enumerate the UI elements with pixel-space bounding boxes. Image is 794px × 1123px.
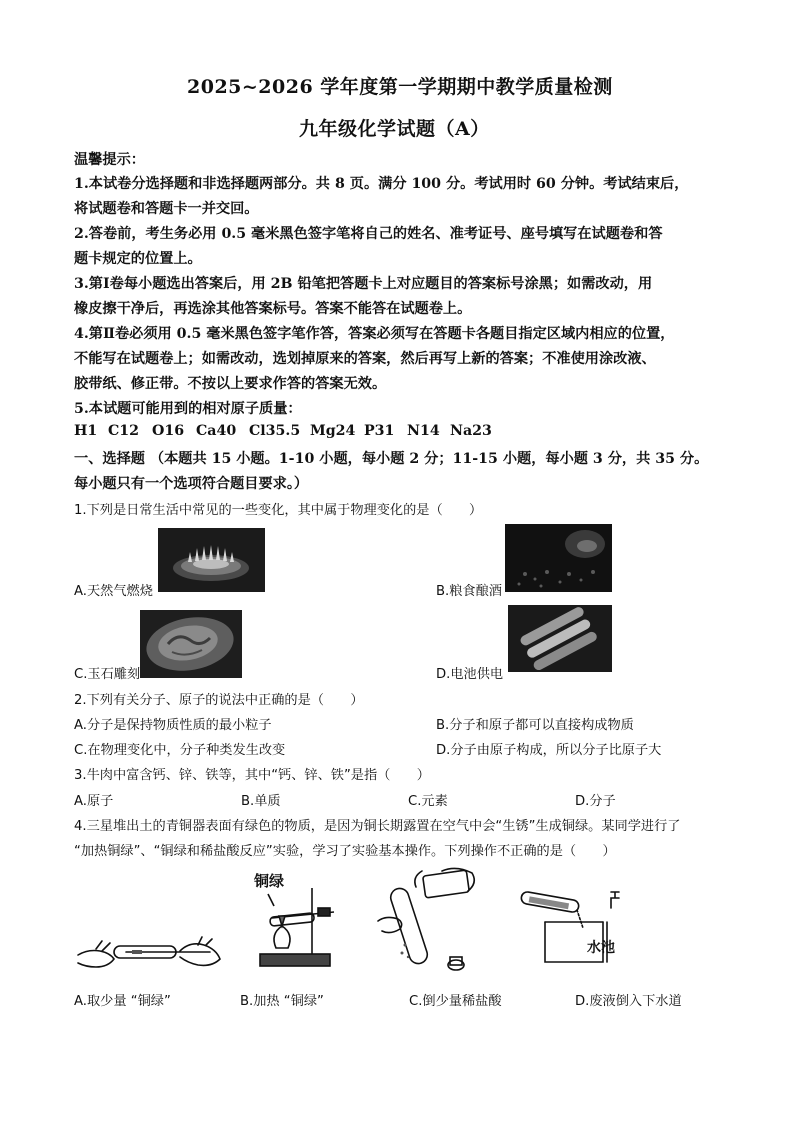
jade-carving-photo: [140, 610, 242, 678]
q3-option-c[interactable]: C.元素: [408, 794, 448, 809]
question-1-stem: 1.下列是日常生活中常见的一些变化，其中属于物理变化的是（ ）: [74, 503, 483, 518]
q1-option-d[interactable]: D.电池供电: [436, 667, 504, 682]
atom-mass: C12: [108, 423, 140, 439]
question-4-stem: 4.三星堆出土的青铜器表面有绿色的物质，是因为铜长期露置在空气中会“生锈”生成铜绿。某同学进行了: [74, 819, 681, 834]
question-2-stem: 2.下列有关分子、原子的说法中正确的是（ ）: [74, 693, 364, 708]
copper-green-label: 铜绿: [254, 872, 285, 890]
exam-title: 2025~2026 学年度第一学期期中教学质量检测: [187, 76, 613, 98]
section-heading: 每小题只有一个选项符合题目要求。）: [74, 476, 309, 492]
rice-wine-photo: [505, 524, 612, 592]
sink-label: 水池: [587, 940, 615, 956]
q3-option-b[interactable]: B.单质: [241, 794, 281, 809]
battery-photo: [508, 605, 612, 672]
q4-option-d[interactable]: D.废液倒入下水道: [575, 994, 682, 1009]
notice-line: 不能写在试题卷上；如需改动，选划掉原来的答案，然后再写上新的答案；不准使用涂改液、: [74, 351, 656, 367]
notice-line: 1.本试卷分选择题和非选择题两部分。共 8 页。满分 100 分。考试用时 60 分钟。考试结束后，: [74, 176, 689, 192]
q2-option-a[interactable]: A.分子是保持物质性质的最小粒子: [74, 718, 272, 733]
atom-mass: H1: [74, 423, 98, 439]
notice-line: 将试题卷和答题卡一并交回。: [74, 201, 259, 217]
q4-option-a[interactable]: A.取少量 “铜绿”: [74, 994, 171, 1009]
pour-acid-figure: [372, 865, 482, 977]
notice-line: 胶带纸、修正带。不按以上要求作答的答案无效。: [74, 376, 387, 392]
notice-line: 题卡规定的位置上。: [74, 251, 202, 267]
take-powder-figure: [72, 915, 232, 985]
section-heading: 一、选择题 （本题共 15 小题。1-10 小题，每小题 2 分；11-15 小题，每小题 3 分，共 35 分。: [74, 451, 709, 467]
atom-mass: Ca40: [196, 423, 237, 439]
notice-line: 3.第Ⅰ卷每小题选出答案后，用 2B 铅笔把答题卡上对应题目的答案标号涂黑；如需改动，用: [74, 276, 653, 292]
heating-copper-figure: [254, 888, 354, 973]
question-4-stem: “加热铜绿”、“铜绿和稀盐酸反应”实验，学习了实验基本操作。下列操作不正确的是（ ）: [74, 844, 616, 859]
q4-option-c[interactable]: C.倒少量稀盐酸: [409, 994, 502, 1009]
atom-mass: Mg24: [310, 423, 356, 439]
q1-option-c[interactable]: C.玉石雕刻: [74, 667, 141, 682]
q4-option-b[interactable]: B.加热 “铜绿”: [240, 994, 324, 1009]
waste-to-sink-figure: [515, 888, 630, 970]
q2-option-b[interactable]: B.分子和原子都可以直接构成物质: [436, 718, 634, 733]
atom-mass: O16: [152, 423, 185, 439]
q2-option-d[interactable]: D.分子由原子构成，所以分子比原子大: [436, 743, 662, 758]
atom-mass: Na23: [450, 423, 492, 439]
question-3-stem: 3.牛肉中富含钙、锌、铁等，其中“钙、锌、铁”是指（ ）: [74, 768, 430, 783]
exam-subtitle: 九年级化学试题（A）: [299, 118, 490, 140]
q1-option-b[interactable]: B.粮食酿酒: [436, 584, 502, 599]
q1-option-a[interactable]: A.天然气燃烧: [74, 584, 153, 599]
notice-line: 4.第Ⅱ卷必须用 0.5 毫米黑色签字笔作答，答案必须写在答题卡各题目指定区域内相应的位置，: [74, 326, 675, 342]
notice-line: 2.答卷前，考生务必用 0.5 毫米黑色签字笔将自己的姓名、准考证号、座号填写在试题卷和答: [74, 226, 663, 242]
q3-option-a[interactable]: A.原子: [74, 794, 114, 809]
notice-line: 5.本试题可能用到的相对原子质量：: [74, 401, 302, 417]
atom-mass: P31: [364, 423, 395, 439]
q2-option-c[interactable]: C.在物理变化中，分子种类发生改变: [74, 743, 286, 758]
atom-mass: Cl35.5: [249, 423, 301, 439]
gas-flame-photo: [158, 528, 265, 592]
q3-option-d[interactable]: D.分子: [575, 794, 616, 809]
notice-line: 橡皮擦干净后，再选涂其他答案标号。答案不能答在试题卷上。: [74, 301, 472, 317]
atom-mass: N14: [407, 423, 440, 439]
notice-heading: 温馨提示：: [74, 152, 145, 168]
